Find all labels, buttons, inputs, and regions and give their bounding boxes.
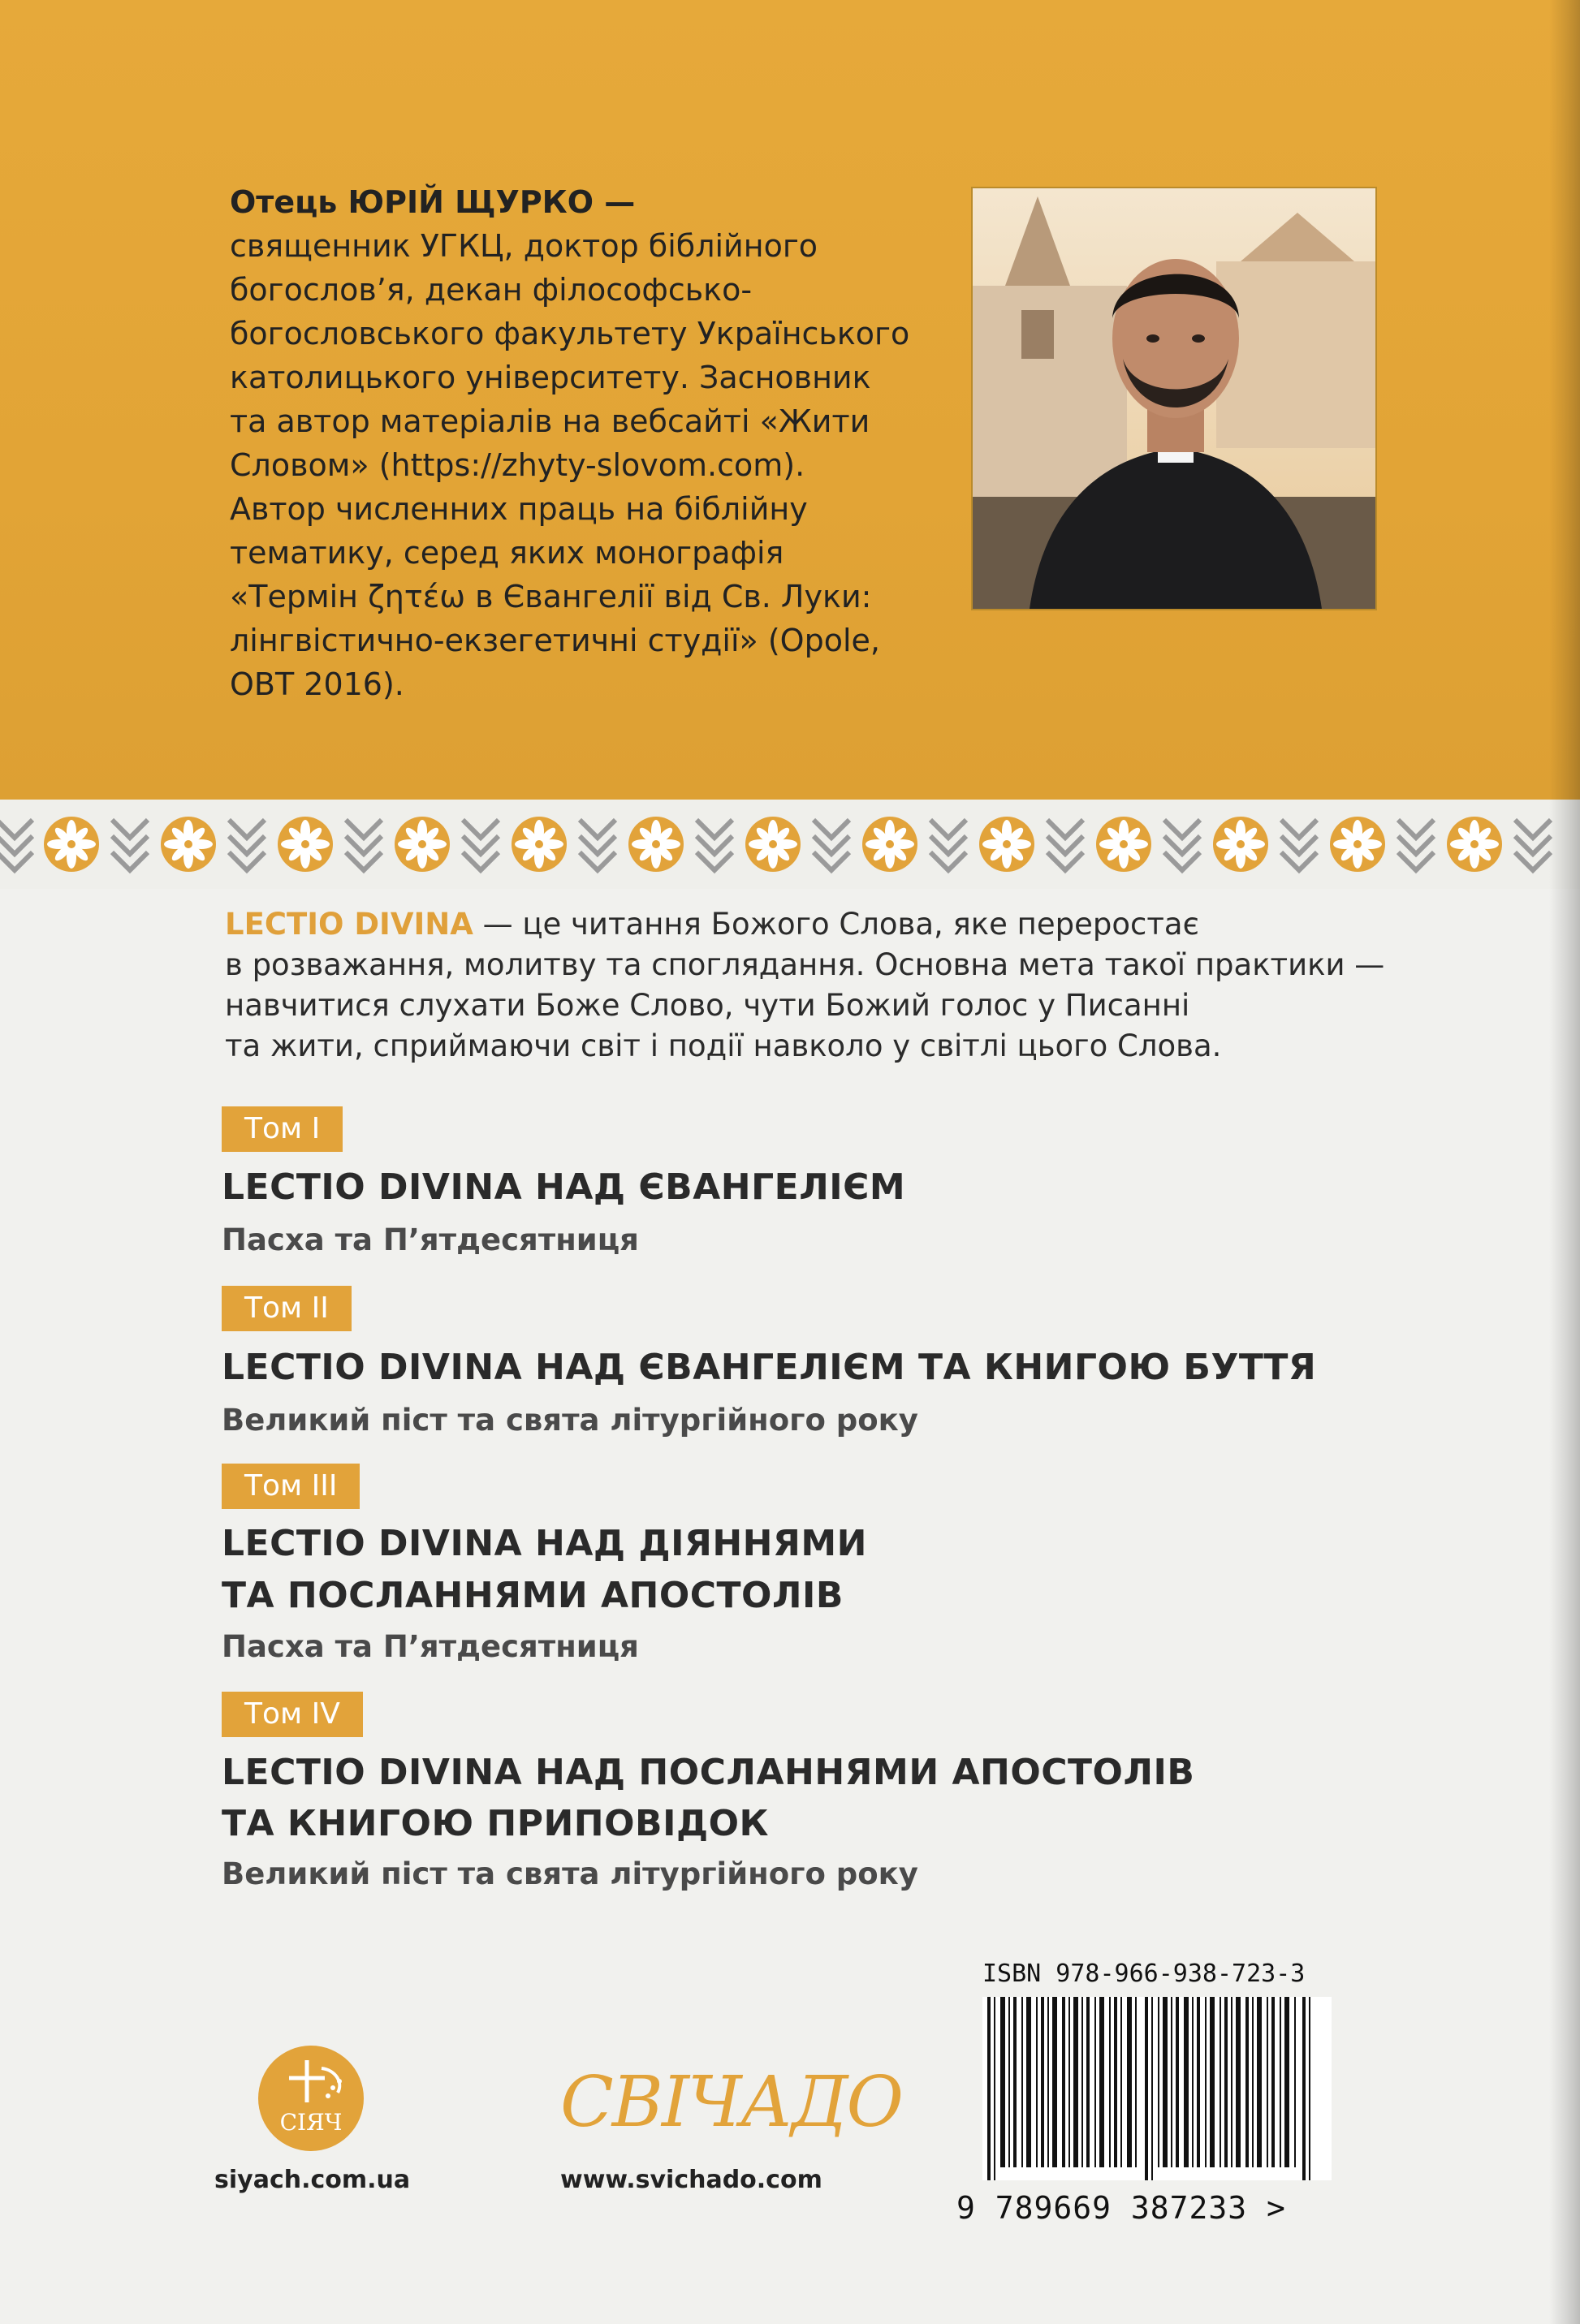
volume-title-line2: ТА ПОСЛАННЯМИ АПОСТОЛІВ — [222, 1575, 844, 1616]
folk-ornament-icon — [0, 800, 1580, 889]
volume-title-line2: ТА КНИГОЮ ПРИПОВІДОК — [222, 1803, 769, 1844]
intro-line: — це читання Божого Слова, яке переростає — [473, 907, 1199, 942]
intro-line: в розважання, молитву та споглядання. Основна мета такої практики — — [225, 947, 1385, 982]
author-photo — [971, 187, 1377, 610]
cover-spine-shadow — [1549, 0, 1580, 2324]
volume-tag: Том IV — [222, 1692, 363, 1737]
siyach-logo-icon — [258, 2046, 364, 2151]
bio-line: лінгвістично-екзегетичні студії» (Opole, — [230, 623, 880, 658]
author-name: Отець ЮРІЙ ЩУРКО — — [230, 184, 636, 220]
bio-line: Автор численних праць на біблійну — [230, 491, 808, 527]
volume-subtitle: Великий піст та свята літургійного року — [222, 1856, 918, 1891]
bio-line: «Термін ζητέω в Євангелії від Св. Луки: — [230, 579, 872, 614]
volume-subtitle: Пасха та П’ятдесятниця — [222, 1629, 639, 1664]
siyach-logo — [258, 2046, 364, 2151]
barcode — [982, 1997, 1332, 2180]
volume-subtitle: Великий піст та свята літургійного року — [222, 1403, 918, 1438]
volume-title: LECTIO DIVINA НАД ЄВАНГЕЛІЄМ ТА КНИГОЮ БУТТЯ — [222, 1347, 1317, 1388]
bio-line: OBT 2016). — [230, 666, 404, 702]
volume-title: LECTIO DIVINA НАД ПОСЛАННЯМИ АПОСТОЛІВ — [222, 1752, 1195, 1793]
siyach-url: siyach.com.ua — [214, 2166, 411, 2194]
isbn-label: ISBN 978-966-938-723-3 — [982, 1960, 1306, 1988]
ornament-band — [0, 800, 1580, 889]
bio-line: богословського факультету Українського — [230, 316, 910, 351]
volume-title: LECTIO DIVINA НАД ДІЯННЯМИ — [222, 1523, 867, 1564]
barcode-digits: 9 789669 387233 > — [956, 2190, 1286, 2226]
intro-paragraph — [225, 904, 1500, 1067]
bio-line: священник УГКЦ, доктор біблійного — [230, 228, 818, 264]
bio-line: богослов’я, декан філософсько- — [230, 272, 753, 308]
volume-tag: Том II — [222, 1286, 352, 1331]
intro-line: навчитися слухати Боже Слово, чути Божий голос у Писанні — [225, 988, 1190, 1023]
bio-line: Словом» (https://zhyty-slovom.com). — [230, 447, 805, 483]
svichado-logo: СВІЧАДО — [560, 2062, 902, 2143]
bio-line: тематику, серед яких монографія — [230, 535, 784, 571]
author-portrait-icon — [973, 188, 1375, 609]
author-bio — [230, 180, 961, 706]
volume-subtitle: Пасха та П’ятдесятниця — [222, 1222, 639, 1257]
svichado-url: www.svichado.com — [560, 2166, 822, 2194]
volume-title: LECTIO DIVINA НАД ЄВАНГЕЛІЄМ — [222, 1166, 906, 1208]
barcode-icon — [982, 1997, 1332, 2180]
volume-tag: Том I — [222, 1106, 343, 1152]
volume-tag: Том III — [222, 1464, 360, 1509]
intro-highlight: LECTIO DIVINA — [225, 907, 473, 942]
bio-line: католицького університету. Засновник — [230, 360, 871, 395]
siyach-logo-text: СІЯЧ — [279, 2109, 343, 2136]
bio-line: та автор матеріалів на вебсайті «Жити — [230, 403, 870, 439]
intro-line: та жити, сприймаючи світ і події навколо у світлі цього Слова. — [225, 1028, 1222, 1063]
